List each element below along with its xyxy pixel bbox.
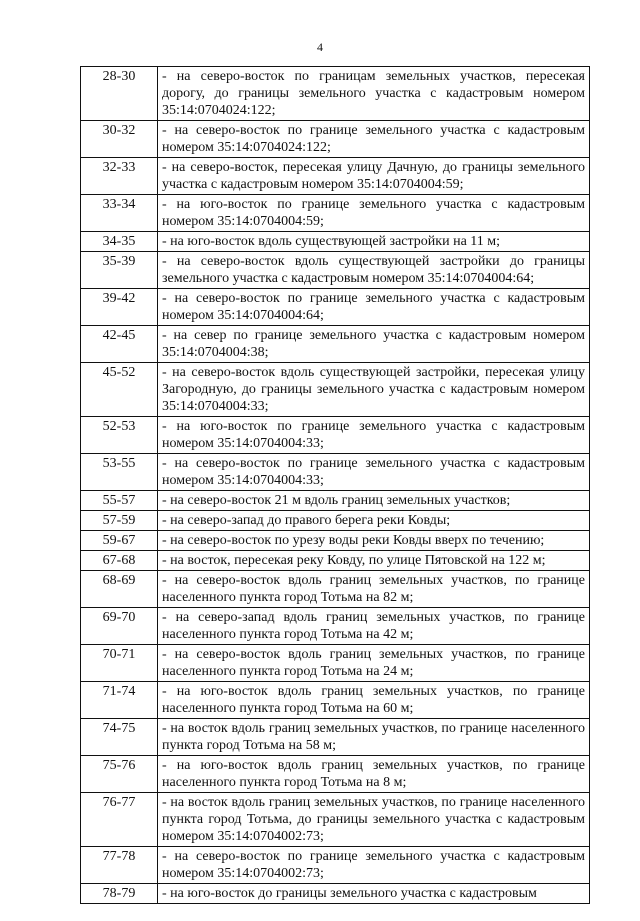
description-cell: - на северо-восток, пересекая улицу Дачную, до границы земельного участка с кадастровым номером 35:14:0704004:59; bbox=[158, 158, 590, 195]
description-cell: - на северо-восток по границе земельного участка с кадастровым номером 35:14:0704024:122; bbox=[158, 121, 590, 158]
segment-cell: 74-75 bbox=[81, 719, 158, 756]
table-row bbox=[81, 289, 590, 326]
segment-cell: 35-39 bbox=[81, 252, 158, 289]
segment-cell: 33-34 bbox=[81, 195, 158, 232]
segment-cell: 39-42 bbox=[81, 289, 158, 326]
segment-cell: 42-45 bbox=[81, 326, 158, 363]
table-row bbox=[81, 363, 590, 417]
segment-cell: 70-71 bbox=[81, 645, 158, 682]
table-row bbox=[81, 551, 590, 571]
table-row bbox=[81, 326, 590, 363]
description-cell: - на восток вдоль границ земельных участков, по границе населенного пункта город Тотьма на 58 м; bbox=[158, 719, 590, 756]
description-cell: - на северо-запад до правого берега реки Ковды; bbox=[158, 511, 590, 531]
segment-cell: 52-53 bbox=[81, 417, 158, 454]
description-cell: - на северо-восток 21 м вдоль границ земельных участков; bbox=[158, 491, 590, 511]
table-row bbox=[81, 756, 590, 793]
description-cell: - на северо-восток по границе земельного участка с кадастровым номером 35:14:0704002:73; bbox=[158, 847, 590, 884]
table-row bbox=[81, 195, 590, 232]
description-cell: - на юго-восток вдоль существующей застройки на 11 м; bbox=[158, 232, 590, 252]
segment-cell: 71-74 bbox=[81, 682, 158, 719]
table-row bbox=[81, 454, 590, 491]
description-cell: - на северо-восток по границе земельного участка с кадастровым номером 35:14:0704004:64; bbox=[158, 289, 590, 326]
description-cell: - на юго-восток по границе земельного участка с кадастровым номером 35:14:0704004:59; bbox=[158, 195, 590, 232]
description-cell: - на север по границе земельного участка с кадастровым номером 35:14:0704004:38; bbox=[158, 326, 590, 363]
segment-cell: 69-70 bbox=[81, 608, 158, 645]
table-row bbox=[81, 847, 590, 884]
table-row bbox=[81, 884, 590, 904]
boundary-description-table bbox=[80, 66, 590, 904]
segment-cell: 68-69 bbox=[81, 571, 158, 608]
segment-cell: 78-79 bbox=[81, 884, 158, 904]
table-row bbox=[81, 531, 590, 551]
table-row bbox=[81, 645, 590, 682]
table-row bbox=[81, 67, 590, 121]
table-row bbox=[81, 719, 590, 756]
description-cell: - на северо-восток вдоль границ земельных участков, по границе населенного пункта город Тотьма на 24 м; bbox=[158, 645, 590, 682]
segment-cell: 57-59 bbox=[81, 511, 158, 531]
description-cell: - на северо-восток вдоль существующей застройки, пересекая улицу Загородную, до границы земельного участка с кадастровым номером 35:14:0704004:33; bbox=[158, 363, 590, 417]
segment-cell: 28-30 bbox=[81, 67, 158, 121]
segment-cell: 67-68 bbox=[81, 551, 158, 571]
segment-cell: 45-52 bbox=[81, 363, 158, 417]
table-row bbox=[81, 232, 590, 252]
segment-cell: 59-67 bbox=[81, 531, 158, 551]
description-cell: - на северо-запад вдоль границ земельных участков, по границе населенного пункта город Тотьма на 42 м; bbox=[158, 608, 590, 645]
segment-cell: 32-33 bbox=[81, 158, 158, 195]
table-row bbox=[81, 491, 590, 511]
description-cell: - на юго-восток по границе земельного участка с кадастровым номером 35:14:0704004:33; bbox=[158, 417, 590, 454]
segment-cell: 77-78 bbox=[81, 847, 158, 884]
table-row bbox=[81, 571, 590, 608]
description-cell: - на юго-восток вдоль границ земельных участков, по границе населенного пункта город Тотьма на 60 м; bbox=[158, 682, 590, 719]
description-cell: - на юго-восток до границы земельного участка с кадастровым bbox=[158, 884, 590, 904]
description-cell: - на северо-восток вдоль существующей застройки до границы земельного участка с кадастровым номером 35:14:0704004:64; bbox=[158, 252, 590, 289]
segment-cell: 53-55 bbox=[81, 454, 158, 491]
segment-cell: 75-76 bbox=[81, 756, 158, 793]
segment-cell: 34-35 bbox=[81, 232, 158, 252]
description-cell: - на северо-восток по границе земельного участка с кадастровым номером 35:14:0704004:33; bbox=[158, 454, 590, 491]
table-row bbox=[81, 417, 590, 454]
segment-cell: 76-77 bbox=[81, 793, 158, 847]
segment-cell: 55-57 bbox=[81, 491, 158, 511]
description-cell: - на восток вдоль границ земельных участков, по границе населенного пункта город Тотьма, до границы земельного участка с кадастровым номером 35:14:0704002:73; bbox=[158, 793, 590, 847]
table-row bbox=[81, 252, 590, 289]
page-number: 4 bbox=[317, 40, 323, 54]
table-row bbox=[81, 608, 590, 645]
description-cell: - на восток, пересекая реку Ковду, по улице Пятовской на 122 м; bbox=[158, 551, 590, 571]
description-cell: - на северо-восток по урезу воды реки Ковды вверх по течению; bbox=[158, 531, 590, 551]
description-cell: - на северо-восток вдоль границ земельных участков, по границе населенного пункта город Тотьма на 82 м; bbox=[158, 571, 590, 608]
table-row bbox=[81, 511, 590, 531]
table-row bbox=[81, 158, 590, 195]
description-cell: - на юго-восток вдоль границ земельных участков, по границе населенного пункта город Тотьма на 8 м; bbox=[158, 756, 590, 793]
table-row bbox=[81, 121, 590, 158]
description-cell: - на северо-восток по границам земельных участков, пересекая дорогу, до границы земельного участка с кадастровым номером 35:14:0704024:122; bbox=[158, 67, 590, 121]
table-row bbox=[81, 793, 590, 847]
table-row bbox=[81, 682, 590, 719]
segment-cell: 30-32 bbox=[81, 121, 158, 158]
